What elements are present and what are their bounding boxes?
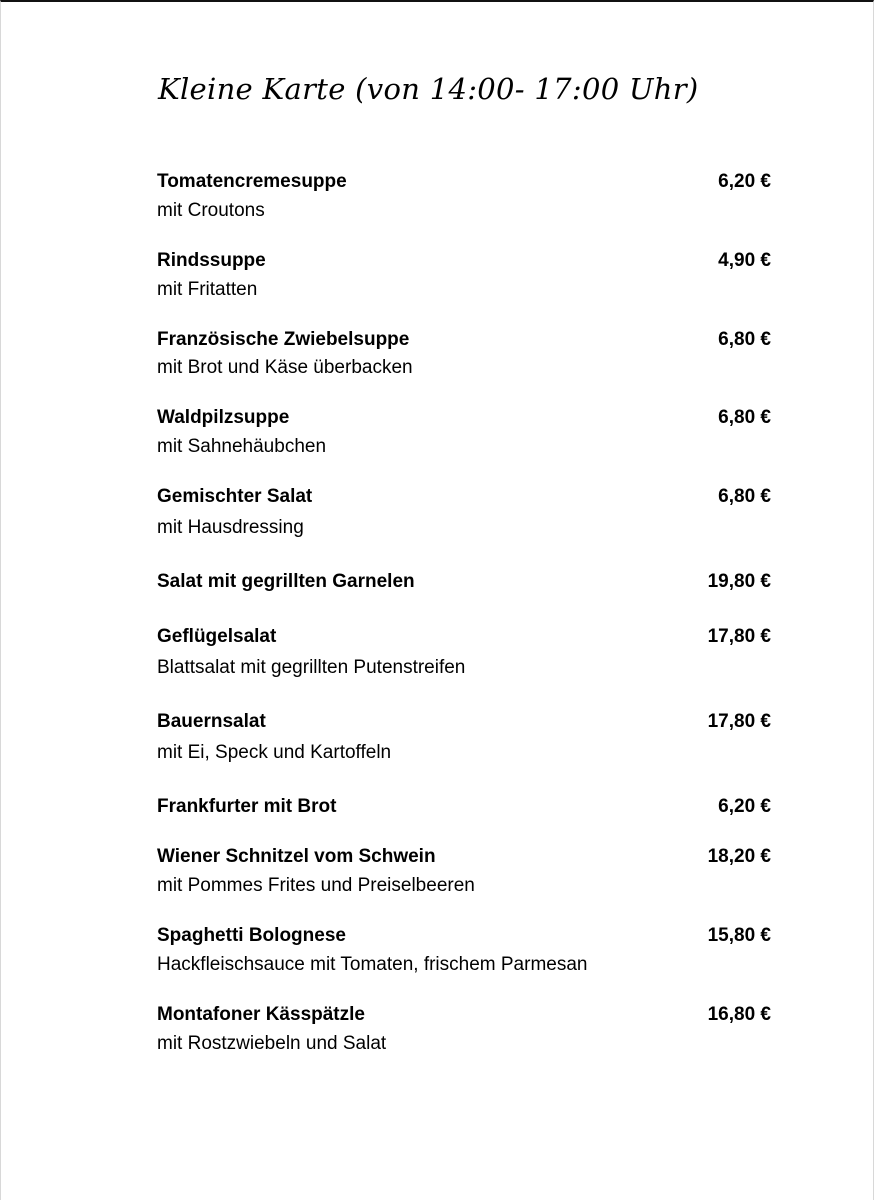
item-name: Frankfurter mit Brot (157, 796, 337, 817)
item-description: mit Brot und Käse überbacken (157, 357, 413, 378)
item-name: Waldpilzsuppe (157, 407, 290, 428)
item-name: Tomatencremesuppe (157, 171, 347, 192)
item-price: 6,80 € (718, 486, 771, 507)
item-price: 6,20 € (718, 796, 771, 817)
item-description: Hackfleischsauce mit Tomaten, frischem Parmesan (157, 954, 588, 975)
item-description: mit Croutons (157, 200, 265, 221)
item-price: 18,20 € (707, 846, 771, 867)
item-description: mit Ei, Speck und Kartoffeln (157, 742, 392, 763)
item-price: 17,80 € (707, 711, 771, 732)
item-description: Blattsalat mit gegrillten Putenstreifen (157, 657, 466, 678)
item-price: 16,80 € (707, 1004, 771, 1025)
item-description: mit Pommes Frites und Preiselbeeren (157, 875, 475, 896)
item-price: 6,80 € (718, 407, 771, 428)
item-price: 6,20 € (718, 171, 771, 192)
item-name: Gemischter Salat (157, 486, 313, 507)
item-name: Französische Zwiebelsuppe (157, 329, 410, 350)
item-name: Salat mit gegrillten Garnelen (157, 571, 415, 592)
item-price: 4,90 € (718, 250, 771, 271)
item-name: Geflügelsalat (157, 626, 277, 647)
item-description: mit Fritatten (157, 279, 258, 300)
item-name: Bauernsalat (157, 711, 266, 732)
item-price: 6,80 € (718, 329, 771, 350)
item-name: Wiener Schnitzel vom Schwein (157, 846, 436, 867)
item-name: Rindssuppe (157, 250, 266, 271)
item-description: mit Sahnehäubchen (157, 436, 327, 457)
menu-title: Kleine Karte (von 14:00- 17:00 Uhr) (158, 72, 699, 106)
item-name: Montafoner Kässpätzle (157, 1004, 365, 1025)
item-price: 17,80 € (707, 626, 771, 647)
item-price: 19,80 € (707, 571, 771, 592)
item-name: Spaghetti Bolognese (157, 925, 346, 946)
item-description: mit Rostzwiebeln und Salat (157, 1033, 387, 1054)
item-price: 15,80 € (707, 925, 771, 946)
item-description: mit Hausdressing (157, 517, 304, 538)
